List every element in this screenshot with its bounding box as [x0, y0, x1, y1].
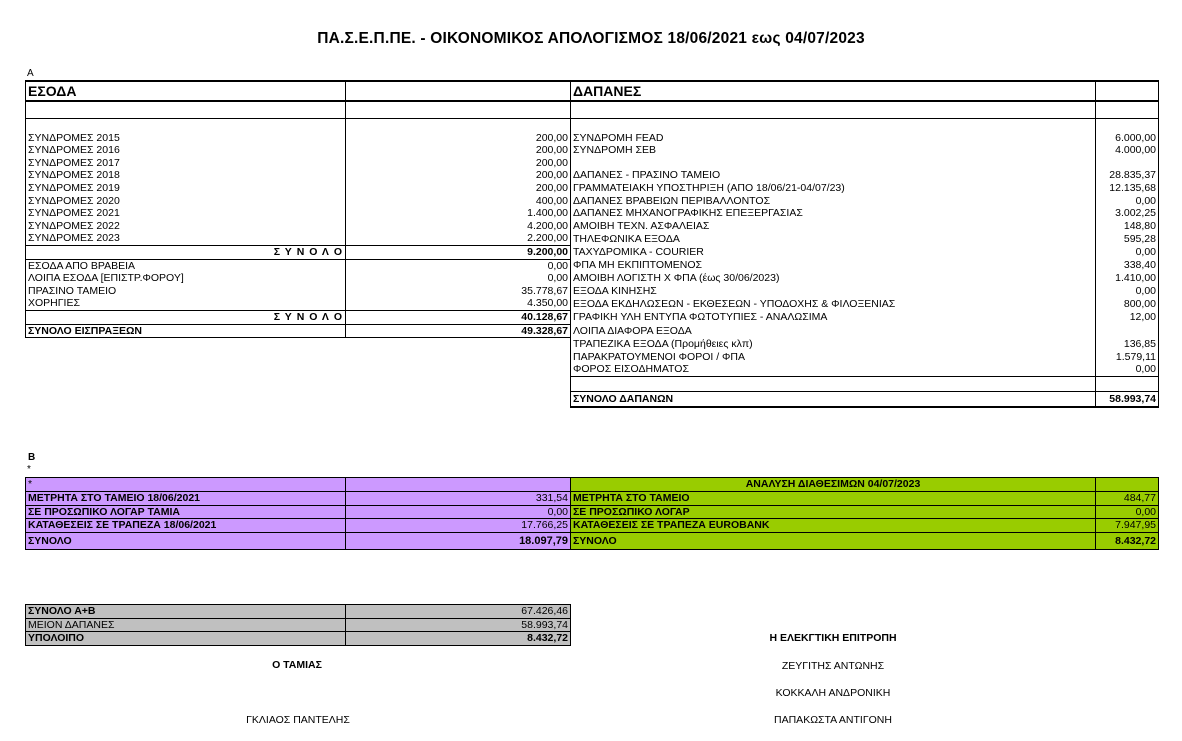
- income-label: ΠΡΑΣΙΝΟ ΤΑΜΕΙΟ: [26, 285, 346, 298]
- table-row: [26, 169, 1159, 182]
- availability-right-label: ΚΑΤΑΘΕΣΕΙΣ ΣΕ ΤΡΑΠΕΖΑ EUROBANK: [571, 519, 1096, 533]
- income-label: ΣΥΝΔΡΟΜΕΣ 2020: [26, 195, 346, 208]
- income-label: ΣΥΝΔΡΟΜΕΣ 2015: [26, 132, 346, 145]
- availability-right-label: ΣΥΝΟΛΟ: [571, 533, 1096, 550]
- empty-cell: [346, 391, 571, 407]
- table-row: [26, 533, 1159, 550]
- expense-label: [571, 157, 1096, 170]
- expense-value: 12,00: [1096, 310, 1159, 324]
- expense-label: ΔΑΠΑΝΕΣ - ΠΡΑΣΙΝΟ ΤΑΜΕΙΟ: [571, 169, 1096, 182]
- expense-value: 1.410,00: [1096, 272, 1159, 285]
- committee-member: ΖΕΥΓΙΤΗΣ ΑΝΤΩΝΗΣ: [781, 660, 885, 672]
- asterisk-mark: *: [27, 464, 31, 475]
- expense-label: ΓΡΑΦΙΚΗ ΥΛΗ ΕΝΤΥΠΑ ΦΩΤΟΤΥΠΙΕΣ - ΑΝΑΛΩΣΙΜΑ: [571, 310, 1096, 324]
- expense-value: 0,00: [1096, 245, 1159, 259]
- section-b-label: B: [28, 452, 36, 463]
- table-row: [26, 310, 1159, 324]
- expense-label: ΑΜΟΙΒΗ ΛΟΓΙΣΤΗ Χ ΦΠΑ (έως 30/06/2023): [571, 272, 1096, 285]
- expense-value: 595,28: [1096, 232, 1159, 245]
- table-row: [26, 101, 1159, 119]
- treasurer-name: ΓΚΛΙΑΟΣ ΠΑΝΤΕΛΗΣ: [246, 714, 350, 726]
- expense-value: 6.000,00: [1096, 132, 1159, 145]
- availability-left-value: 331,54: [346, 491, 571, 505]
- income-value: 4.350,00: [346, 297, 571, 310]
- income-value: 200,00: [346, 169, 571, 182]
- income-value: 4.200,00: [346, 220, 571, 233]
- expense-label: ΦΠΑ ΜΗ ΕΚΠΙΠΤΟΜΕΝΟΣ: [571, 259, 1096, 272]
- table-row: [26, 232, 1159, 245]
- income-value: 2.200,00: [346, 232, 571, 245]
- section-a-label: A: [27, 68, 34, 79]
- income-label: ΣΥΝΟΛΟ ΕΙΣΠΡΑΞΕΩΝ: [26, 324, 346, 338]
- income-value: 200,00: [346, 132, 571, 145]
- table-row: [26, 618, 571, 632]
- summary-label: ΣΥΝΟΛΟ Α+Β: [26, 605, 346, 619]
- income-header: ΕΣΟΔΑ: [26, 81, 346, 101]
- income-value: 200,00: [346, 157, 571, 170]
- expense-header: ΔΑΠΑΝΕΣ: [571, 81, 1096, 101]
- availability-right-label: ΣΕ ΠΡΟΣΩΠΙΚΟ ΛΟΓΑΡ: [571, 505, 1096, 519]
- expense-value: 0,00: [1096, 363, 1159, 376]
- table-row: [26, 157, 1159, 170]
- table-row: [26, 207, 1159, 220]
- expense-value: 12.135,68: [1096, 182, 1159, 195]
- empty-cell: [571, 376, 1096, 391]
- expense-value: 3.002,25: [1096, 207, 1159, 220]
- expense-total-label: ΣΥΝΟΛΟ ΔΑΠΑΝΩΝ: [571, 391, 1096, 407]
- expense-label: ΕΞΟΔΑ ΚΙΝΗΣΗΣ: [571, 285, 1096, 298]
- table-row: [26, 132, 1159, 145]
- table-row: [26, 220, 1159, 233]
- table-row: [26, 605, 571, 619]
- report-title: ΠΑ.Σ.Ε.Π.ΠΕ. - ΟΙΚΟΝΟΜΙΚΟΣ ΑΠΟΛΟΓΙΣΜΟΣ 18/06/2021 εως 04/07/2023: [317, 30, 865, 47]
- availability-left-value: 17.766,25: [346, 519, 571, 533]
- table-row: [26, 144, 1159, 157]
- table-row: [26, 632, 571, 646]
- summary-label: ΥΠΟΛΟΙΠΟ: [26, 632, 346, 646]
- table-row: [26, 391, 1159, 407]
- table-row: [26, 119, 1159, 132]
- expense-value: 148,80: [1096, 220, 1159, 233]
- availability-table: [25, 477, 1159, 550]
- table-header-row: [26, 81, 1159, 101]
- empty-cell: [346, 376, 571, 391]
- table-row: [26, 491, 1159, 505]
- expense-value: 4.000,00: [1096, 144, 1159, 157]
- income-label: ΣΥΝΔΡΟΜΕΣ 2016: [26, 144, 346, 157]
- table-row: [26, 363, 1159, 376]
- table-row: [26, 376, 1159, 391]
- summary-value: 58.993,74: [346, 618, 571, 632]
- expense-value: 28.835,37: [1096, 169, 1159, 182]
- table-row: [26, 285, 1159, 298]
- income-value: 9.200,00: [346, 245, 571, 259]
- table-row: [26, 245, 1159, 259]
- table-row: [26, 182, 1159, 195]
- expense-label: ΠΑΡΑΚΡΑΤΟΥΜΕΝΟΙ ΦΟΡΟΙ / ΦΠΑ: [571, 351, 1096, 364]
- income-value: 40.128,67: [346, 310, 571, 324]
- empty-cell: [26, 376, 346, 391]
- income-label: ΣΥΝΔΡΟΜΕΣ 2018: [26, 169, 346, 182]
- empty-cell: [26, 391, 346, 407]
- income-value: 0,00: [346, 259, 571, 272]
- expense-label: ΔΑΠΑΝΕΣ ΜΗΧΑΝΟΓΡΑΦΙΚΗΣ ΕΠΕΞΕΡΓΑΣΙΑΣ: [571, 207, 1096, 220]
- income-expense-table: [25, 80, 1159, 408]
- committee-title: Η ΕΛΕΚΓΤΙΚΗ ΕΠΙΤΡΟΠΗ: [769, 632, 897, 644]
- treasurer-title: Ο ΤΑΜΙΑΣ: [272, 659, 322, 671]
- availability-right-value: 0,00: [1096, 505, 1159, 519]
- availability-right-label: ΜΕΤΡΗΤΑ ΣΤΟ ΤΑΜΕΙΟ: [571, 491, 1096, 505]
- table-row: [26, 259, 1159, 272]
- expense-value: [1096, 157, 1159, 170]
- expense-label: ΑΜΟΙΒΗ ΤΕΧΝ. ΑΣΦΑΛΕΙΑΣ: [571, 220, 1096, 233]
- expense-label: ΕΞΟΔΑ ΕΚΔΗΛΩΣΕΩΝ - ΕΚΘΕΣΕΩΝ - ΥΠΟΔΟΧΗΣ & ΦΙΛΟΞΕΝΙΑΣ: [571, 297, 1096, 310]
- expense-label: ΤΡΑΠΕΖΙΚΑ ΕΞΟΔΑ (Προμήθειες κλπ): [571, 338, 1096, 351]
- empty-cell: [346, 351, 571, 364]
- table-row: [26, 338, 1159, 351]
- asterisk-cell: *: [26, 478, 346, 492]
- expense-label: ΓΡΑΜΜΑΤΕΙΑΚΗ ΥΠΟΣΤΗΡΙΞΗ (ΑΠΟ 18/06/21-04/07/23): [571, 182, 1096, 195]
- expense-label: ΔΑΠΑΝΕΣ ΒΡΑΒΕΙΩΝ ΠΕΡΙΒΑΛΛΟΝΤΟΣ: [571, 195, 1096, 208]
- income-label: ΣΥΝΔΡΟΜΕΣ 2022: [26, 220, 346, 233]
- income-label: ΕΣΟΔΑ ΑΠΟ ΒΡΑΒΕΙΑ: [26, 259, 346, 272]
- expense-value: 0,00: [1096, 195, 1159, 208]
- income-label: ΣΥΝΔΡΟΜΕΣ 2021: [26, 207, 346, 220]
- availability-left-label: ΣΕ ΠΡΟΣΩΠΙΚΟ ΛΟΓΑΡ ΤΑΜΙΑ: [26, 505, 346, 519]
- availability-right-value: 7.947,95: [1096, 519, 1159, 533]
- expense-value: 800,00: [1096, 297, 1159, 310]
- availability-header: ΑΝΑΛΥΣΗ ΔΙΑΘΕΣΙΜΩΝ 04/07/2023: [571, 478, 1096, 492]
- income-label: ΣΥΝΔΡΟΜΕΣ 2019: [26, 182, 346, 195]
- income-subtotal-label: Σ Υ Ν Ο Λ Ο: [26, 245, 346, 259]
- table-row: [26, 351, 1159, 364]
- income-value: 0,00: [346, 272, 571, 285]
- income-value: 200,00: [346, 144, 571, 157]
- income-label: ΛΟΙΠΑ ΕΣΟΔΑ [ΕΠΙΣΤΡ.ΦΟΡΟΥ]: [26, 272, 346, 285]
- expense-label: ΤΑΧΥΔΡΟΜΙΚΑ - COURIER: [571, 245, 1096, 259]
- availability-right-value: 8.432,72: [1096, 533, 1159, 550]
- empty-cell: [346, 363, 571, 376]
- empty-cell: [346, 338, 571, 351]
- availability-left-value: 18.097,79: [346, 533, 571, 550]
- table-row: [26, 195, 1159, 208]
- table-row: [26, 324, 1159, 338]
- availability-left-label: ΣΥΝΟΛΟ: [26, 533, 346, 550]
- table-row: [26, 505, 1159, 519]
- income-value: 400,00: [346, 195, 571, 208]
- empty-cell: [26, 338, 346, 351]
- income-label: ΣΥΝΔΡΟΜΕΣ 2017: [26, 157, 346, 170]
- income-value: 1.400,00: [346, 207, 571, 220]
- table-row: [26, 519, 1159, 533]
- expense-value: 1.579,11: [1096, 351, 1159, 364]
- expense-value: 136,85: [1096, 338, 1159, 351]
- expense-label: ΣΥΝΔΡΟΜΗ ΣΕΒ: [571, 144, 1096, 157]
- income-subtotal-label: Σ Υ Ν Ο Λ Ο: [26, 310, 346, 324]
- table-row: [26, 297, 1159, 310]
- availability-left-value: 0,00: [346, 505, 571, 519]
- table-row: [26, 272, 1159, 285]
- expense-value: 338,40: [1096, 259, 1159, 272]
- availability-left-label: ΚΑΤΑΘΕΣΕΙΣ ΣΕ ΤΡΑΠΕΖΑ 18/06/2021: [26, 519, 346, 533]
- empty-cell: [1096, 376, 1159, 391]
- income-label: ΣΥΝΔΡΟΜΕΣ 2023: [26, 232, 346, 245]
- income-value: 49.328,67: [346, 324, 571, 338]
- expense-label: ΣΥΝΔΡΟΜΗ FEAD: [571, 132, 1096, 145]
- expense-value: [1096, 324, 1159, 338]
- empty-cell: [26, 351, 346, 364]
- availability-left-label: ΜΕΤΡΗΤΑ ΣΤΟ ΤΑΜΕΙΟ 18/06/2021: [26, 491, 346, 505]
- empty-cell: [26, 363, 346, 376]
- availability-right-value: 484,77: [1096, 491, 1159, 505]
- summary-label: ΜΕΙΟΝ ΔΑΠΑΝΕΣ: [26, 618, 346, 632]
- committee-member: ΚΟΚΚΑΛΗ ΑΝΔΡΟΝΙΚΗ: [775, 687, 891, 699]
- summary-value: 67.426,46: [346, 605, 571, 619]
- committee-member: ΠΑΠΑΚΩΣΤΑ ΑΝΤΙΓΟΝΗ: [774, 714, 892, 726]
- expense-value: 0,00: [1096, 285, 1159, 298]
- expense-label: ΛΟΙΠΑ ΔΙΑΦΟΡΑ ΕΞΟΔΑ: [571, 324, 1096, 338]
- summary-table: [25, 604, 571, 646]
- income-value: 35.778,67: [346, 285, 571, 298]
- table-row: [26, 478, 1159, 492]
- expense-label: ΤΗΛΕΦΩΝΙΚΑ ΕΞΟΔΑ: [571, 232, 1096, 245]
- expense-label: ΦΟΡΟΣ ΕΙΣΟΔΗΜΑΤΟΣ: [571, 363, 1096, 376]
- income-value: 200,00: [346, 182, 571, 195]
- income-label: ΧΟΡΗΓΙΕΣ: [26, 297, 346, 310]
- summary-value: 8.432,72: [346, 632, 571, 646]
- expense-total-value: 58.993,74: [1096, 391, 1159, 407]
